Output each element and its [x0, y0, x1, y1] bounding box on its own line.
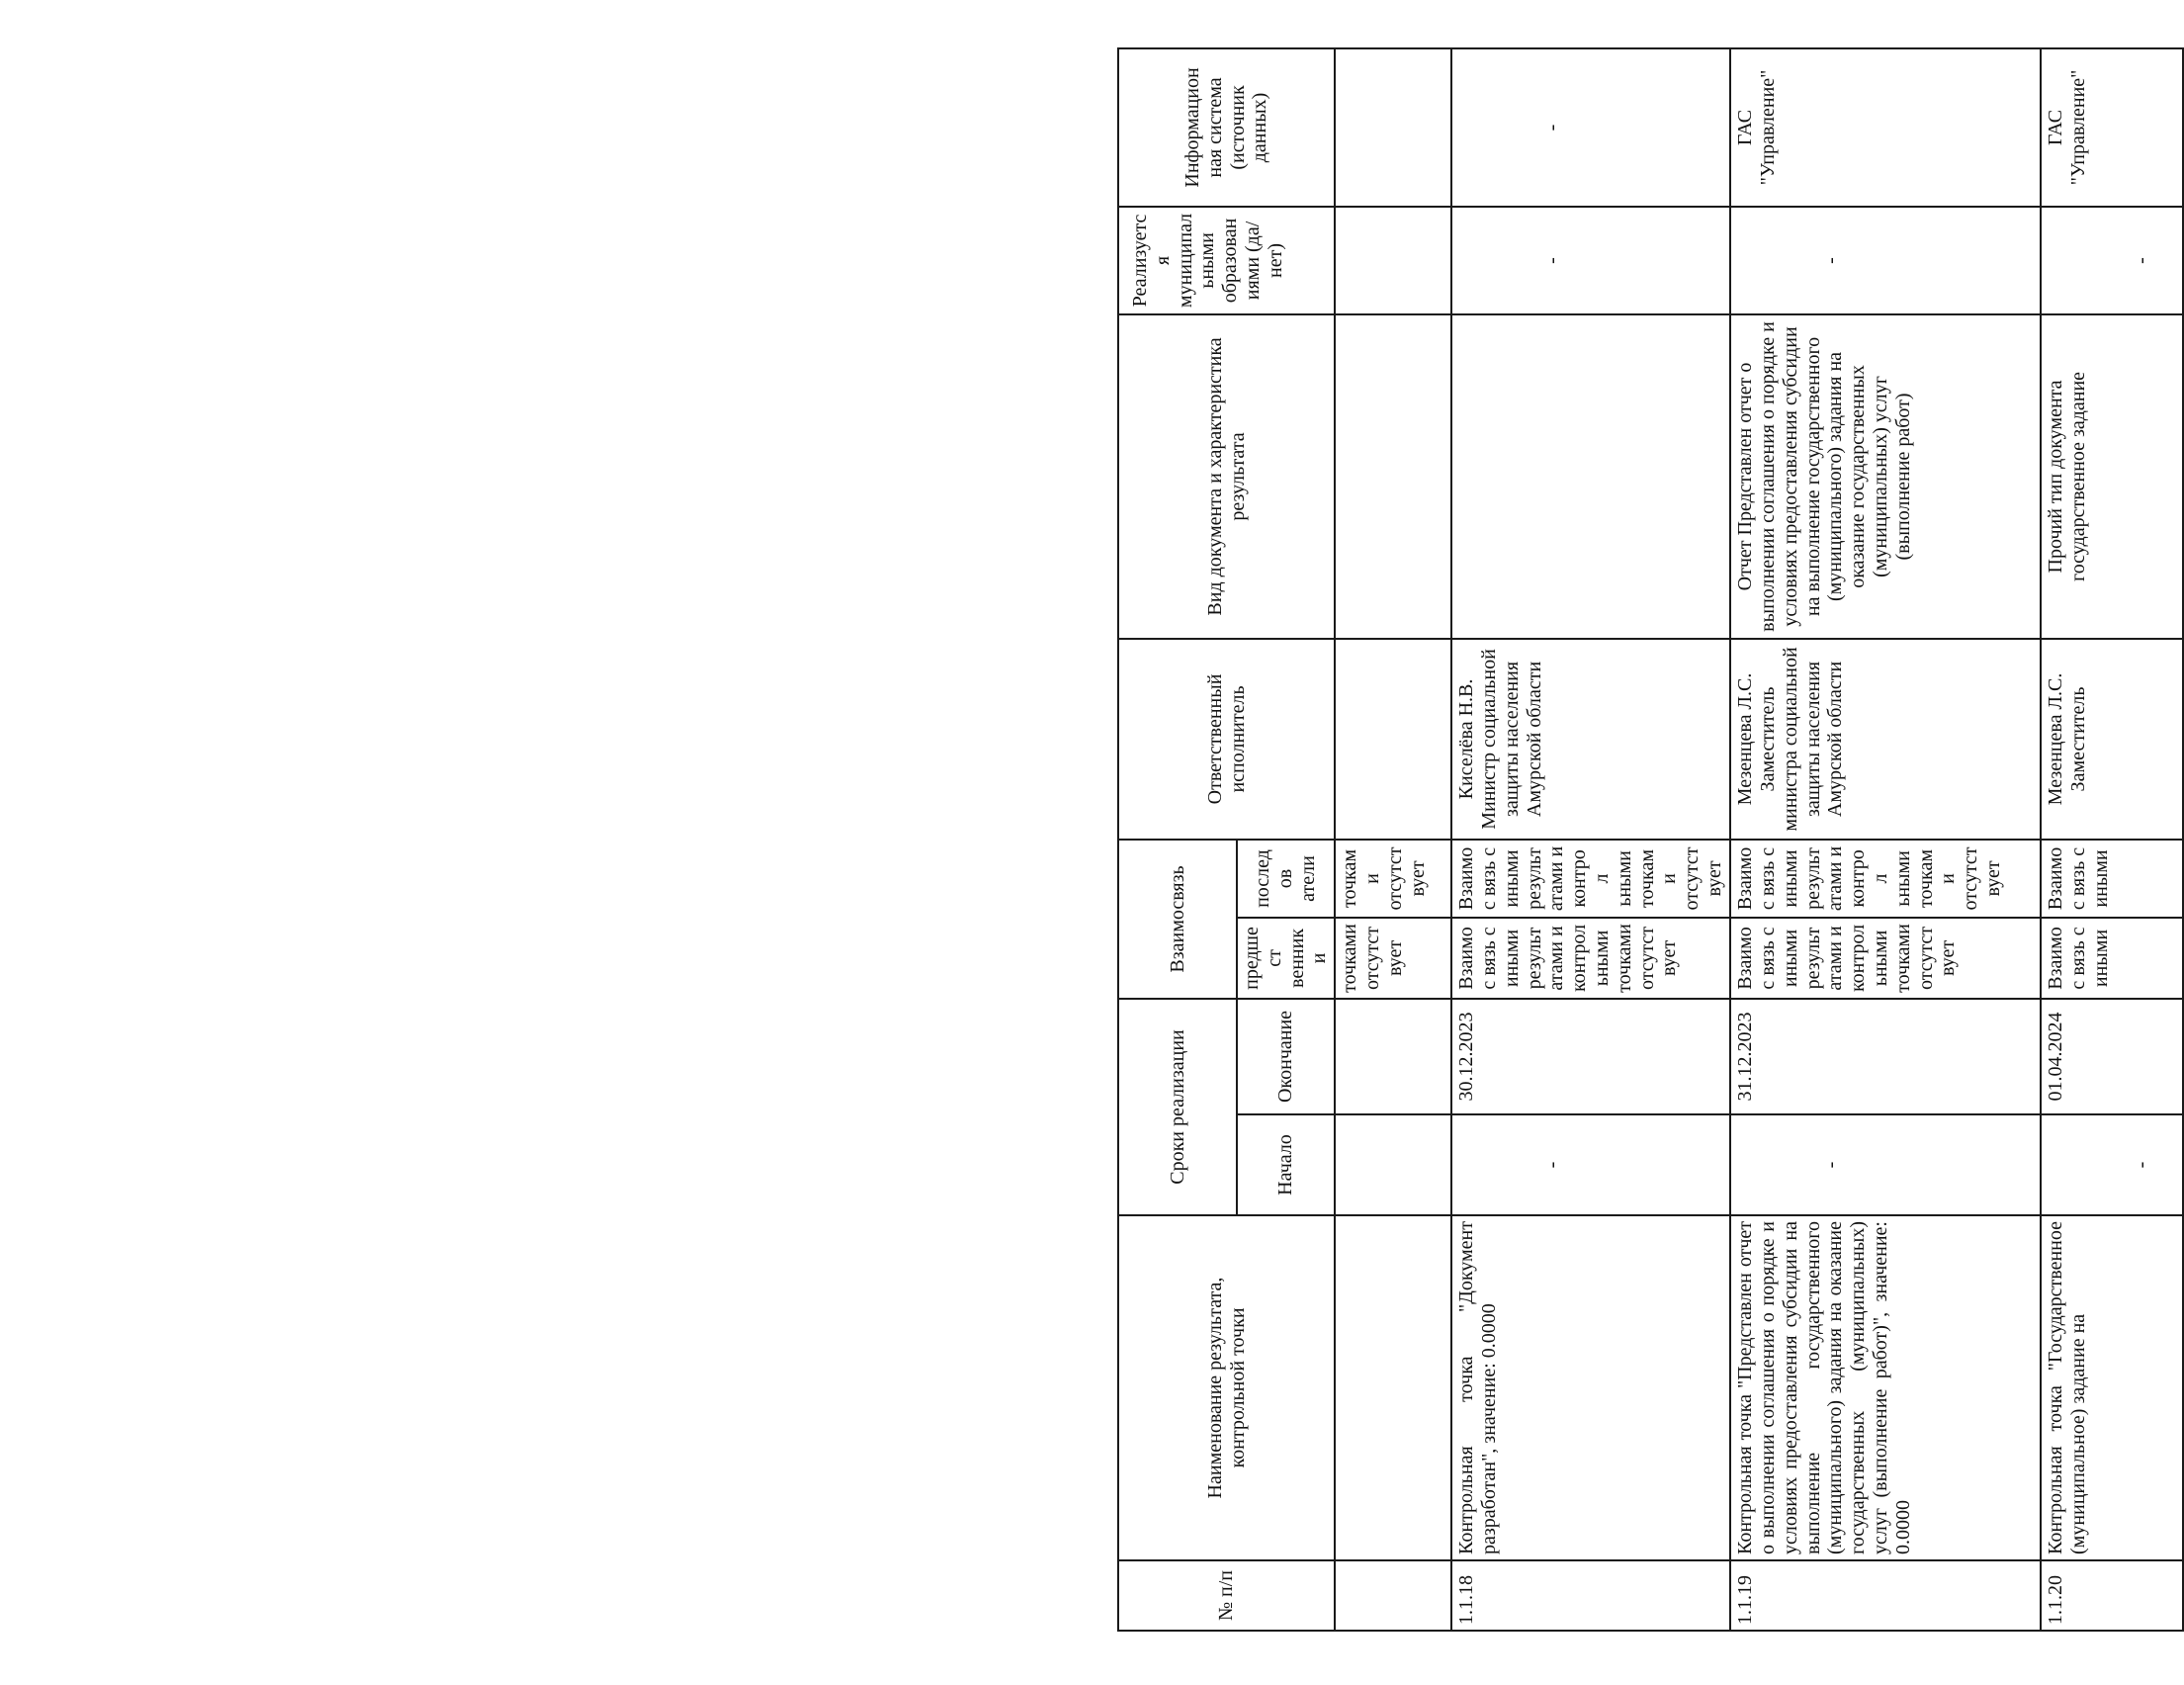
row-start: - [1451, 1114, 1730, 1215]
row-num: 1.1.19 [1730, 1560, 2041, 1631]
cont-pred: точками отсутст вует [1335, 918, 1451, 999]
cont-start [1335, 1114, 1451, 1215]
header-responsible: Ответственный исполнитель [1118, 639, 1335, 840]
table-row [1451, 48, 1730, 1631]
row-doc-type: Прочий тип документа государственное задание [2041, 314, 2183, 639]
header-pred: предшест венники [1237, 918, 1335, 999]
row-num: 1.1.18 [1451, 1560, 1730, 1631]
row-pred: Взаимос вязь с иными [2041, 918, 2183, 999]
row-responsible: Мезенцева Л.С. Заместитель [2041, 639, 2183, 840]
header-municipal: Реализуетс я муниципал ьными образован иями (да/нет) [1118, 207, 1335, 314]
header-start: Начало [1237, 1114, 1335, 1215]
row-start: - [2041, 1114, 2183, 1215]
header-name: Наименование результата, контрольной точки [1118, 1215, 1335, 1560]
row-end: 31.12.2023 [1730, 999, 2041, 1114]
row-num: 1.1.20 [2041, 1560, 2183, 1631]
row-info-system: ГАС "Управление" [2041, 48, 2183, 207]
cont-doc-type [1335, 314, 1451, 639]
row-doc-type: Отчет Представлен отчет о выполнении соглашения о порядке и условиях предоставления субсидии на выполнение государственного (муниципального) задания на оказание государственных (муниципальных) услуг (выполнение работ) [1730, 314, 2041, 639]
table-row-continuation [1335, 48, 1451, 1631]
row-pred: Взаимос вязь с иными результ атами и контрол ьными точками отсутст вует [1730, 918, 2041, 999]
row-succ: Взаимос вязь с иными результ атами и контрол ьными точками отсутст вует [1730, 840, 2041, 918]
row-municipal: - [2041, 207, 2183, 314]
header-period: Сроки реализации [1118, 999, 1237, 1215]
row-name: Контрольная точка "Представлен отчет о выполнении соглашения о порядке и условиях предоставления субсидии на выполнение государственного (муниципального) задания на оказание государственных (муниципальных) услуг (выполнение работ)", значение: 0.0000 [1730, 1215, 2041, 1560]
cont-municipal [1335, 207, 1451, 314]
row-responsible: Мезенцева Л.С. Заместитель министра социальной защиты населения Амурской области [1730, 639, 2041, 840]
row-name: Контрольная точка "Документ разработан", значение: 0.0000 [1451, 1215, 1730, 1560]
header-succ: последов атели [1237, 840, 1335, 918]
table-row [2041, 48, 2183, 1631]
header-row-1 [1118, 48, 1237, 1631]
row-responsible: Киселёва Н.В. Министр социальной защиты населения Амурской области [1451, 639, 1730, 840]
row-end: 30.12.2023 [1451, 999, 1730, 1114]
cont-end [1335, 999, 1451, 1114]
header-num: № п/п [1118, 1560, 1335, 1631]
row-start: - [1730, 1114, 2041, 1215]
cont-info-system [1335, 48, 1451, 207]
header-info-system: Информацион ная система (источник данных) [1118, 48, 1335, 207]
header-link: Взаимосвязь [1118, 840, 1237, 999]
cont-succ: точками отсутст вует [1335, 840, 1451, 918]
row-municipal: - [1451, 207, 1730, 314]
row-info-system: ГАС "Управление" [1730, 48, 2041, 207]
row-pred: Взаимос вязь с иными результ атами и контрол ьными точками отсутст вует [1451, 918, 1730, 999]
row-municipal: - [1730, 207, 2041, 314]
row-name: Контрольная точка "Государственное (муниципальное) задание на [2041, 1215, 2183, 1560]
results-table [1117, 47, 2184, 1632]
rotated-sheet [1117, 49, 2153, 1632]
row-doc-type [1451, 314, 1730, 639]
row-end: 01.04.2024 [2041, 999, 2183, 1114]
cont-name [1335, 1215, 1451, 1560]
row-info-system: - [1451, 48, 1730, 207]
cont-num [1335, 1560, 1451, 1631]
table-row [1730, 48, 2041, 1631]
header-end: Окончание [1237, 999, 1335, 1114]
row-succ: Взаимос вязь с иными [2041, 840, 2183, 918]
cont-responsible [1335, 639, 1451, 840]
header-doc-type: Вид документа и характеристика результата [1118, 314, 1335, 639]
row-succ: Взаимос вязь с иными результ атами и контрол ьными точками отсутст вует [1451, 840, 1730, 918]
